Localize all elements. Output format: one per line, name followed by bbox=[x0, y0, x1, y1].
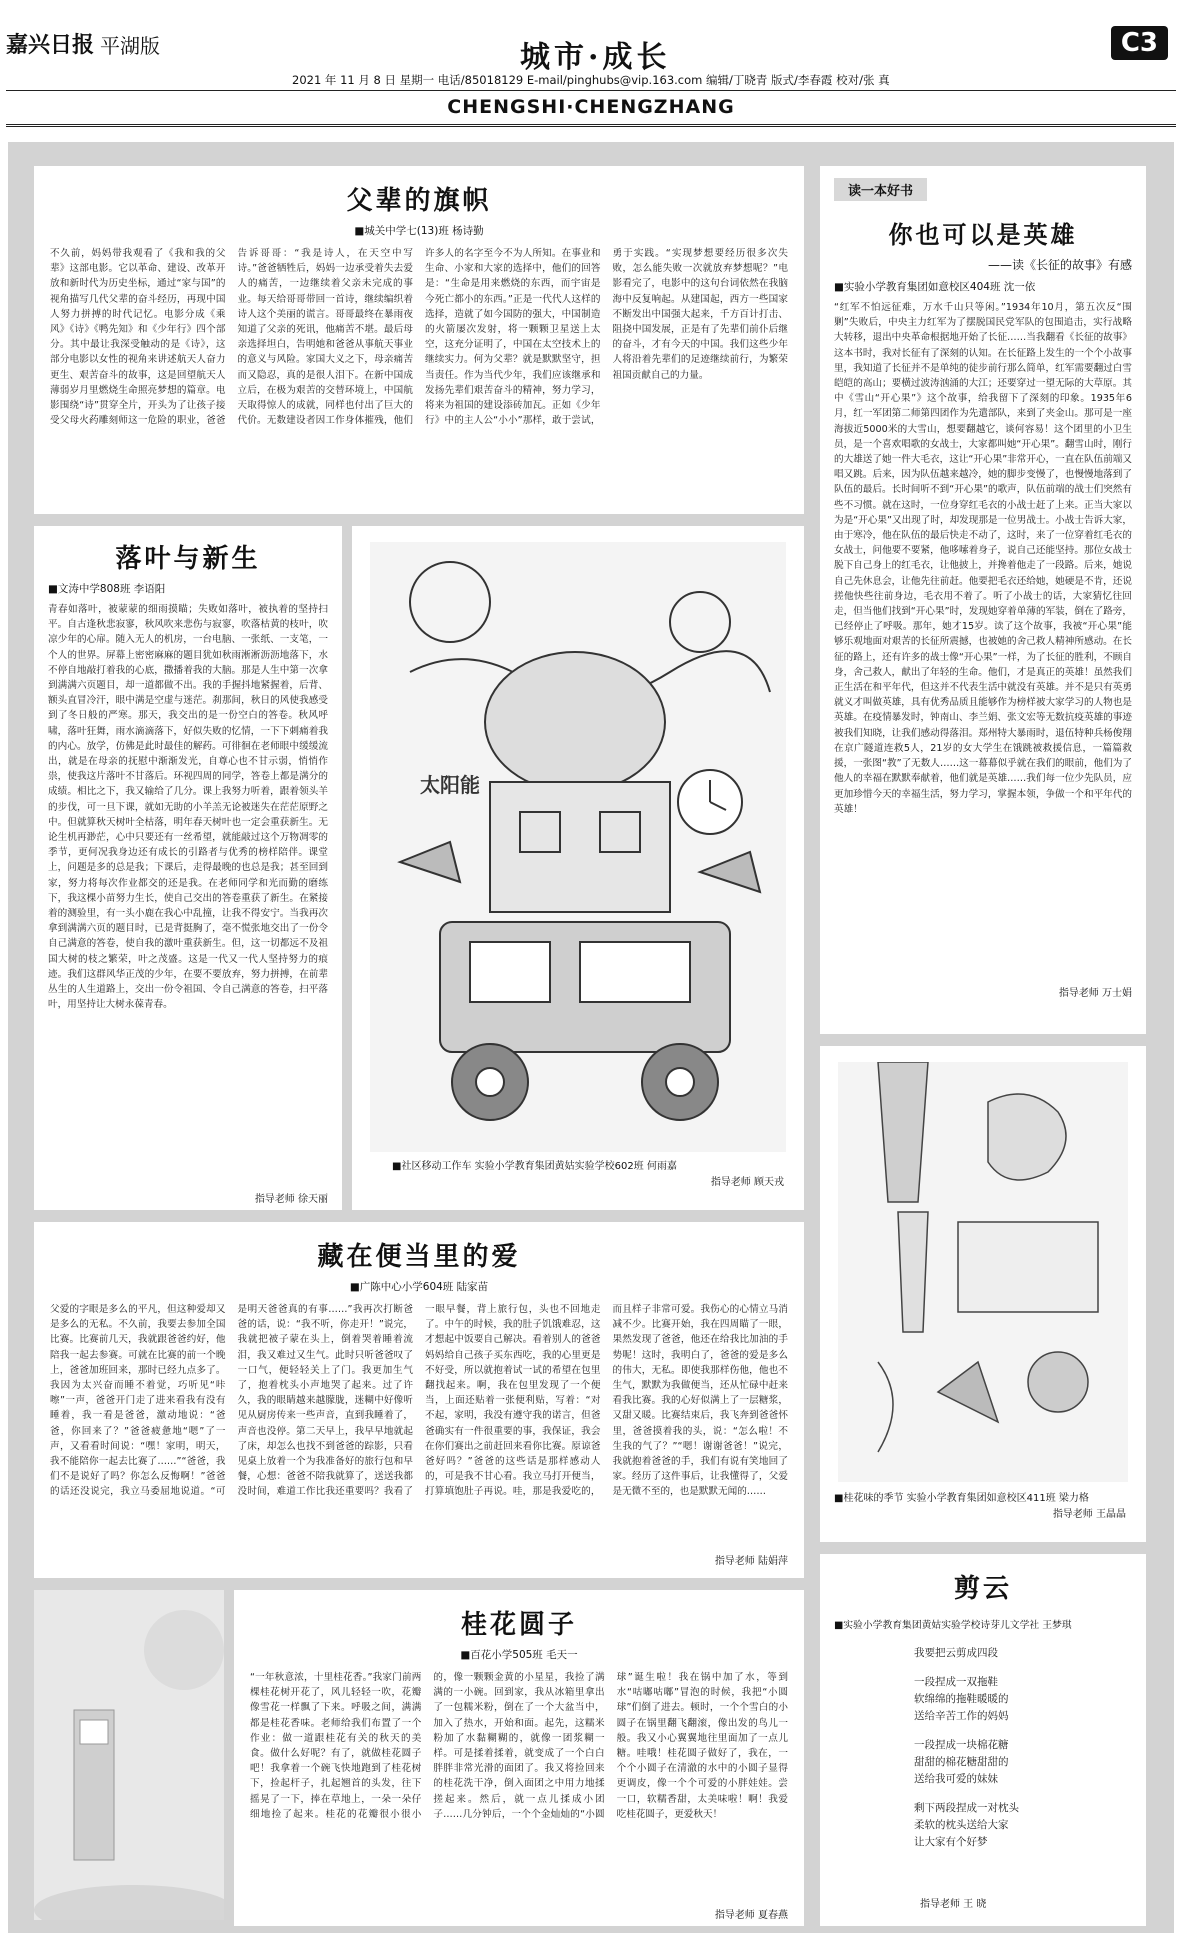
masthead bbox=[0, 0, 1182, 130]
poem-line: 甜甜的棉花糖甜甜的 bbox=[914, 1756, 1009, 1768]
poem-line: 我要把云剪成四段 bbox=[914, 1647, 998, 1659]
drawing-caption: ■桂花味的季节 实验小学教育集团如意校区411班 梁力格 bbox=[834, 1493, 1089, 1504]
article-byline: ■广陈中心小学604班 陆家苗 bbox=[349, 1281, 489, 1293]
article-body: 青春如落叶，被蒙蒙的细雨摸瞄；失败如落叶，被执着的坚持扫平。自古逢秋悲寂寥，秋风吹来悲伤与寂寥，吹落枯黄的枝叶，吹凉少年的心扉。随入无人的机房，一台电脑、一张纸、一支笔，一个人的世界。屏幕上密密麻麻的题目犹如秋雨淅淅沥沥地落下，水不停自地敲打着我的心底，撒播着我的大脑。那是人生中第一次拿到满满六页题目，却一道都做不出。我的手握抖地紧握着，后背、额头直冒冷汗，眼中满是空虚与迷茫。刹那间，秋日的风使我感受到了冬日般的严寒。那天，我交出的是一份空白的答卷。秋风呼啸，落叶狂舞，雨水滴滴落下，好似失败的忆情，一下下刺痛着我的内心。放学，仿佛是此时最佳的解药。可徘徊在老师眼中缓缓流出，就是在母亲的抚慰中渐渐发光，自尊心也不甘示弱，悄悄作祟，使我这片落叶不甘落后。环视四周的同学，答卷上都是满分的成绩。相比之下，我又输给了几分。课上我努力听着，跟着领头羊的步伐，可一旦下课，就如无助的小羊羔无论被迷失在茫茫原野之中。但就算秋天树叶全枯落，明年春天树叶也一定会重获新生。无论生机再渺茫，心中只要还有一丝希望，就能敲过这个万物凋零的季节，更何况我身边还有成长的引路者与优秀的榜样陪伴。课堂上，问题是多的总是我；下课后，走得最晚的也总是我；甚至回到家，努力将每次作业都交的还是我。在老师同学和光而勤的磨练下，我这棵小苗努力生长，使自己交出的答卷重获了新生。在紧接着的测验里，有一头小鹿在我心中乱撞，让我不得安宁。当我再次拿到满满六页的题目时，已是背挺胸了，毫不慌张地交出了一份令自己满意的答卷，使自我的激叶重获新生。但，这一切都远不及祖国大树的枝之繁荣，叶之茂盛。这是一代又一代人坚持努力的痕迹。我们这群风华正茂的少年，在要不要放弃，努力拼搏，在前辈丛生的人生道路上，交出一份令祖国、令自己满意的答卷，扫平落叶，用坚持让大树永葆青春。 bbox=[48, 604, 328, 1011]
poem-title: 剪云 bbox=[953, 1574, 1012, 1604]
poem-byline: ■实验小学教育集团黄姑实验学校诗芽儿文学社 王梦琪 bbox=[834, 1620, 1072, 1631]
article-body: 不久前，妈妈带我观看了《我和我的父辈》这部电影。它以革命、建设、改革开放和新时代为历史坐标，通过“家与国”的视角描写几代父辈的奋斗经历，再现中国人努力拼搏的时代记忆。电影分成《乘风》《诗》《鸭先知》和《少年行》四个部分。其中最让我深受触动的是《诗》，这部分电影以女性的视角来讲述航天人奋力更生、艰苦奋斗的故事，这是回望航天人薄弱岁月里燃烧生命照亮梦想的篇章。电影围绕“诗”贯穿全片，开头为了让孩子接受父母火药雕刻师这一危险的职业，爸爸告诉哥哥：“我是诗人，在天空中写诗。”爸爸牺牲后，妈妈一边承受着失去爱人的痛苦，一边继续着父亲未完成的事业。每天给哥哥带回一首诗，继续编织着诗人这个美丽的谎言。哥哥最终在暴雨夜知道了父亲的死讯，他痛苦不堪。最后母亲选择坦白，告明她和爸爸从事航天事业的意义与风险。家国大义之下，母亲痛苦而又隐忍，真的是很人泪下。在新中国成立后，在极为艰苦的交替环境上，中国航天取得惊人的成就，同样也付出了巨大的代价。无数建设者因工作身体摧残，他们许多人的名字至今不为人所知。在事业和生命、小家和大家的选择中，他们的回答是：“生命是用来燃烧的东西，而宇宙是今死亡都小的东西。”正是一代代人这样的选择，造就了如今国防的强大，中国制造的火箭屡次发射，将一颗颗卫星送上太空，这充分证明了，中国在太空技术上的继续实力。何为父辈？就是默默坚守，担当责任。作为当代少年，我们应该继承和发扬先辈们艰苦奋斗的精神，努力学习，将来为祖国的建设添砖加瓦。正如《少年行》中的主人公“小小”那样，敢于尝试，勇于实践。“实现梦想要经历很多次失败，怎么能失败一次就放弃梦想呢？”电影看完了，电影中的这句台词依然在我脑海中反复响起。从建国起，西方一些国家不断发出中国强大起来，千方百计打击、阻挠中国发展，正是有了先辈们前仆后继的奋斗，才有今天的中国。我们这些少年人将沿着先辈们的足迹继续前行，为繁荣祖国贡献自己的力量。 bbox=[50, 248, 788, 427]
poem-body bbox=[914, 1645, 1132, 1851]
poem-line: 让大家有个好梦 bbox=[914, 1836, 988, 1848]
article-byline: ■百花小学505班 毛天一 bbox=[460, 1649, 578, 1661]
drawing-mobile-workshop bbox=[370, 542, 786, 1152]
teacher-credit: 指导老师 陆娟萍 bbox=[714, 1556, 788, 1567]
article-body: “红军不怕远征难，万水千山只等闲。”1934年10月，第五次反“围剿”失败后，中央主力红军为了摆脱国民党军队的包围追击，实行战略大转移，退出中央革命根据地开始了长征……当我翻看《长征的故事》这本书时，我对长征有了深刻的认知。在长征路上发生的一个个小故事里，我知道了长征并不是单纯的徒步前行那么简单，红军需要翻过白雪皑皑的高山；要横过波涛汹涌的大江；还要穿过一望无际的大草原。其中《雪山“开心果”》这个故事，给我留下了深刻的印象。1935年6月，红一军团第二师第四团作为先遣部队，来到了夹金山。那可是一座海拔近5000米的大雪山，想要翻越它，谈何容易！这个团里的小卫生员，是一个喜欢唱歌的女战士，大家都叫她“开心果”。翻雪山时，刚行的大雄送了她一件大毛衣，这让“开心果”非常开心，一直在队伍前端又唱又跳。后来，因为队伍越来越冷，她的脚步变慢了，也慢慢地落到了队伍的最后。长时间听不到“开心果”的歌声，队伍前端的战士们突然有些不习惯。就在这时，一位身穿红毛衣的小战士赶了上来。正当大家以为是“开心果”又出现了时，却发现那是一位男战士。小战士告诉大家，由于寒冷，他在队伍的最后快走不动了，这时，来了一位穿着红毛衣的女战士，问他要不要紧，他哆嗦着身子，说自己还能坚持。那位女战士脱下自己身上的红毛衣，让他披上，并搀着他走了一段路。后来，她说自己先休息会，让他先往前赶。他要把毛衣还给她，她硬是不肯，还说搓他快些往前身边，毛衣用不着了。听了小战士的话，大家猜忆往回走，但当他们找到“开心果”时，发现她穿着单薄的军装，倒在了路旁，已经停止了呼吸。那年，她才15岁。读了这个故事，我被“开心果”能够乐观地面对艰苦的长征所震撼，也被她的舍己救人精神所感动。在长征的路上，还有许多的战士像“开心果”一样，为了长征的胜利，不顾自身，舍己救人，献出了年轻的生命。他们，才是真正的英雄！虽然我们正生活在和平年代，但这并不代表生活中就没有英雄。并不是只有英勇就义才叫做英雄，具有优秀品质且能够作为榜样被大家学习的人物也是英雄。在疫情暴发时，钟南山、李兰娟、张文宏等无数抗疫英雄的事迹被我们知晓，让我们感动得落泪。郑州特大暴雨时，退伍特种兵杨俊翔在京广隧道连救5人，21岁的女大学生在饿跳被救援信息，一篇篇救援，一张图“教”了无数人……这一幕幕似乎就在我们的眼前，他们为了他人的幸福在默默奉献着，他们就是英雄……我们每一位少先队员，应更加珍惜今天的幸福生活，努力学习，掌握本领，争做一个和平年代的英雄！ bbox=[834, 302, 1132, 815]
poem-line: 送给我可爱的妹妹 bbox=[914, 1773, 998, 1785]
poem-line: 一段捏成一块棉花糖 bbox=[914, 1739, 1009, 1751]
section-title: 城市·成长 bbox=[520, 40, 671, 75]
article-title: 桂花圆子 bbox=[460, 1610, 577, 1640]
issue-info: 2021 年 11 月 8 日 星期一 电话/85018129 E-mail/pinghubs@vip.163.com 编辑/丁晓青 版式/李春霞 校对/张 真 bbox=[292, 73, 890, 87]
teacher-credit: 指导老师 万士娟 bbox=[1058, 988, 1132, 999]
poem-line: 柔软的枕头送给大家 bbox=[914, 1819, 1009, 1831]
article-yingxiong bbox=[820, 166, 1146, 1034]
article-body: 父爱的字眼是多么的平凡，但这种爱却又是多么的无私。不久前，我要去参加全国比赛。比赛前几天，我就跟爸爸约好，他陪我一起去参赛。可就在比赛的前一个晚上，爸爸加班回来，那时已经九点多了。我因为太兴奋而睡不着觉，巧听见“咔嚓”一声，爸爸开门走了进来看我有没有睡着，我一看是爸爸，激动地说：“爸爸，你回来了？”爸爸疲惫地“嗯”了一声，又看看时间说：“嘿！家明，明天，我不能陪你一起去比赛了……”“爸爸，我们不是说好了吗？你怎么反悔啊！”爸爸的话还没说完，我立马委屈地说道。“可是明天爸爸真的有事……”我再次打断爸爸的话，说：“我不听，你走开！”说完，我就把被子蒙在头上，倒着哭着睡着流泪，我又难过又生气。此时只听爸爸叹了一口气，便轻轻关上了门。我更加生气了，抱着枕头小声地哭了起来。过了许久，我的眼睛越来越朦胧，迷糊中好像听见从厨房传来一些声音，直到我睡着了，声音也没停。第二天早上，我早早地就起了床，却怎么也找不到爸爸的踪影，只看见桌上放着一个为我准备好的旅行包和早餐，心想：爸爸不陪我就算了，送送我都没时间，难道工作比我还重要吗？我看了一眼早餐，背上旅行包，头也不回地走了。中午的时候，我的肚子饥饿难忍，这才想起中饭要自己解决。看着别人的爸爸妈妈给自己孩子买东西吃，我的心里更是不好受，所以就抱着试一试的希望在包里翻找起来。啊，我在包里发现了一个便当，上面还贴着一张便利贴，写着：“对不起，家明，我没有遵守我的诺言，但爸爸确实有一件很重要的事，我保证，我会在你们赛出之前赶回来看你比赛。原谅爸爸好吗？”爸爸的这些话是那样感动人的，可是我不甘心看。我立马打开便当，打算填饱肚子再说。哇，那是我爱吃的，而且样子非常可爱。我伤心的心情立马消减不少。比赛开始，我在四周瞄了一眼，果然发现了爸爸，他还在给我比加油的手势呢！这时，我明白了，爸爸的爱是多么的伟大，无私。即使我那样伤他，他也不生气，默默为我做便当，还从忙碌中赶来看我比赛。我的心好似满上了一层糖浆，又甜又暖。比赛结束后，我飞奔到爸爸怀里，爸爸摸着我的头，说：“怎么啦！不生我的气了？”“嗯！谢谢爸爸！”说完，我就抱着爸爸的手，我们有说有笑地回了家。经历了这件事后，让我懂得了，父爱是无微不至的，也是默默无闻的…… bbox=[50, 1304, 788, 1498]
poem-line: 剩下两段捏成一对枕头 bbox=[914, 1802, 1019, 1814]
article-byline: ■文涛中学808班 李语阳 bbox=[48, 583, 166, 595]
drawing-image bbox=[838, 1062, 1128, 1482]
teacher-credit: 指导老师 王晶晶 bbox=[1052, 1509, 1126, 1520]
teacher-credit: 指导老师 王 晓 bbox=[920, 1899, 987, 1910]
divider bbox=[6, 124, 1176, 127]
section-pinyin: CHENGSHI·CHENGZHANG bbox=[447, 96, 735, 118]
article-title: 落叶与新生 bbox=[115, 544, 261, 574]
drawing-image bbox=[370, 542, 786, 1152]
column-tag: 读一本好书 bbox=[834, 178, 927, 201]
teacher-credit: 指导老师 徐天丽 bbox=[254, 1194, 328, 1205]
drawing-label: 太阳能 bbox=[420, 773, 480, 797]
article-fubei bbox=[34, 166, 804, 514]
article-title: 藏在便当里的爱 bbox=[317, 1242, 521, 1272]
article-luoye bbox=[34, 526, 342, 1210]
article-body: “一年秋意浓，十里桂花香。”我家门前两棵桂花树开花了，风儿轻轻一吹，花瓣像雪花一样飘了下来。呼吸之间，满满都是桂花香味。老师给我们布置了一个作业：做一道跟桂花有关的秋天的美食。做什么好呢？有了，就做桂花圆子吧！我拿着一个碗飞快地跑到了桂花树下，捡起杆子，扎起翘首的头发，往下摇晃了一下，捧在草地上，一朵一朵仔细地捡了起来。桂花的花瓣很小很小的，像一颗颗金黄的小星星，我捡了满满的一小碗。回到家，我从冰箱里拿出了一包糯米粉，倒在了一个大盆当中，加入了热水，开始和面。起先，这糯米粉加了水黏糊糊的，就像一团浆糊一样。可是揉着揉着，就变成了一个白白胖胖非常光滑的面团了。我又将捡回来的桂花洗干净，倒入面团之中用力地揉搓起来。然后，就一点儿揉成小团子……几分钟后，一个个金灿灿的“小圆球”诞生啦！我在锅中加了水，等到水“咕嘟咕嘟”冒泡的时候，我把“小圆球”们倒了进去。顿时，一个个雪白的小圆子在锅里翻飞翻滚，像出发的鸟儿一般。我又小心翼翼地往里面加了一点儿糖。哇哦！桂花圆子做好了，我在，一个个小圆子在清澈的水中的小圆子显得更调皮，像一个个可爱的小胖娃娃。尝一口，软糯香甜，太美味啦！啊！我爱吃桂花圆子，更爱秋天！ bbox=[250, 1672, 788, 1820]
poem-line: 软绵绵的拖鞋暖暖的 bbox=[914, 1693, 1009, 1705]
teacher-credit: 指导老师 顾天戎 bbox=[710, 1177, 784, 1188]
article-title: 父辈的旗帜 bbox=[346, 186, 492, 216]
poem-line: 一段捏成一双拖鞋 bbox=[914, 1676, 998, 1688]
decorative-scenery bbox=[34, 1590, 224, 1920]
edition-label: 平湖版 bbox=[100, 34, 160, 58]
page-number: C3 bbox=[1111, 26, 1168, 60]
illustration-box bbox=[352, 526, 804, 1210]
poem-line: 送给辛苦工作的妈妈 bbox=[914, 1710, 1009, 1722]
article-byline: ■城关中学七(13)班 杨诗勤 bbox=[354, 225, 484, 237]
poem-jianyun bbox=[820, 1554, 1146, 1926]
article-subtitle: ——读《长征的故事》有感 bbox=[987, 258, 1132, 272]
article-title: 你也可以是英雄 bbox=[888, 220, 1078, 249]
drawing-osmanthus-season bbox=[838, 1062, 1128, 1482]
drawing-caption: ■社区移动工作车 实验小学教育集团黄姑实验学校602班 何雨嘉 bbox=[392, 1161, 677, 1172]
teacher-credit: 指导老师 夏春燕 bbox=[714, 1910, 788, 1921]
divider bbox=[6, 90, 1176, 91]
article-byline: ■实验小学教育集团如意校区404班 沈一依 bbox=[834, 281, 1036, 293]
article-guihua bbox=[234, 1590, 804, 1926]
tree-illustration bbox=[34, 1590, 224, 1920]
article-biandang bbox=[34, 1222, 804, 1578]
illustration-box bbox=[820, 1046, 1146, 1542]
newspaper-logo: 嘉兴日报 bbox=[6, 32, 95, 58]
